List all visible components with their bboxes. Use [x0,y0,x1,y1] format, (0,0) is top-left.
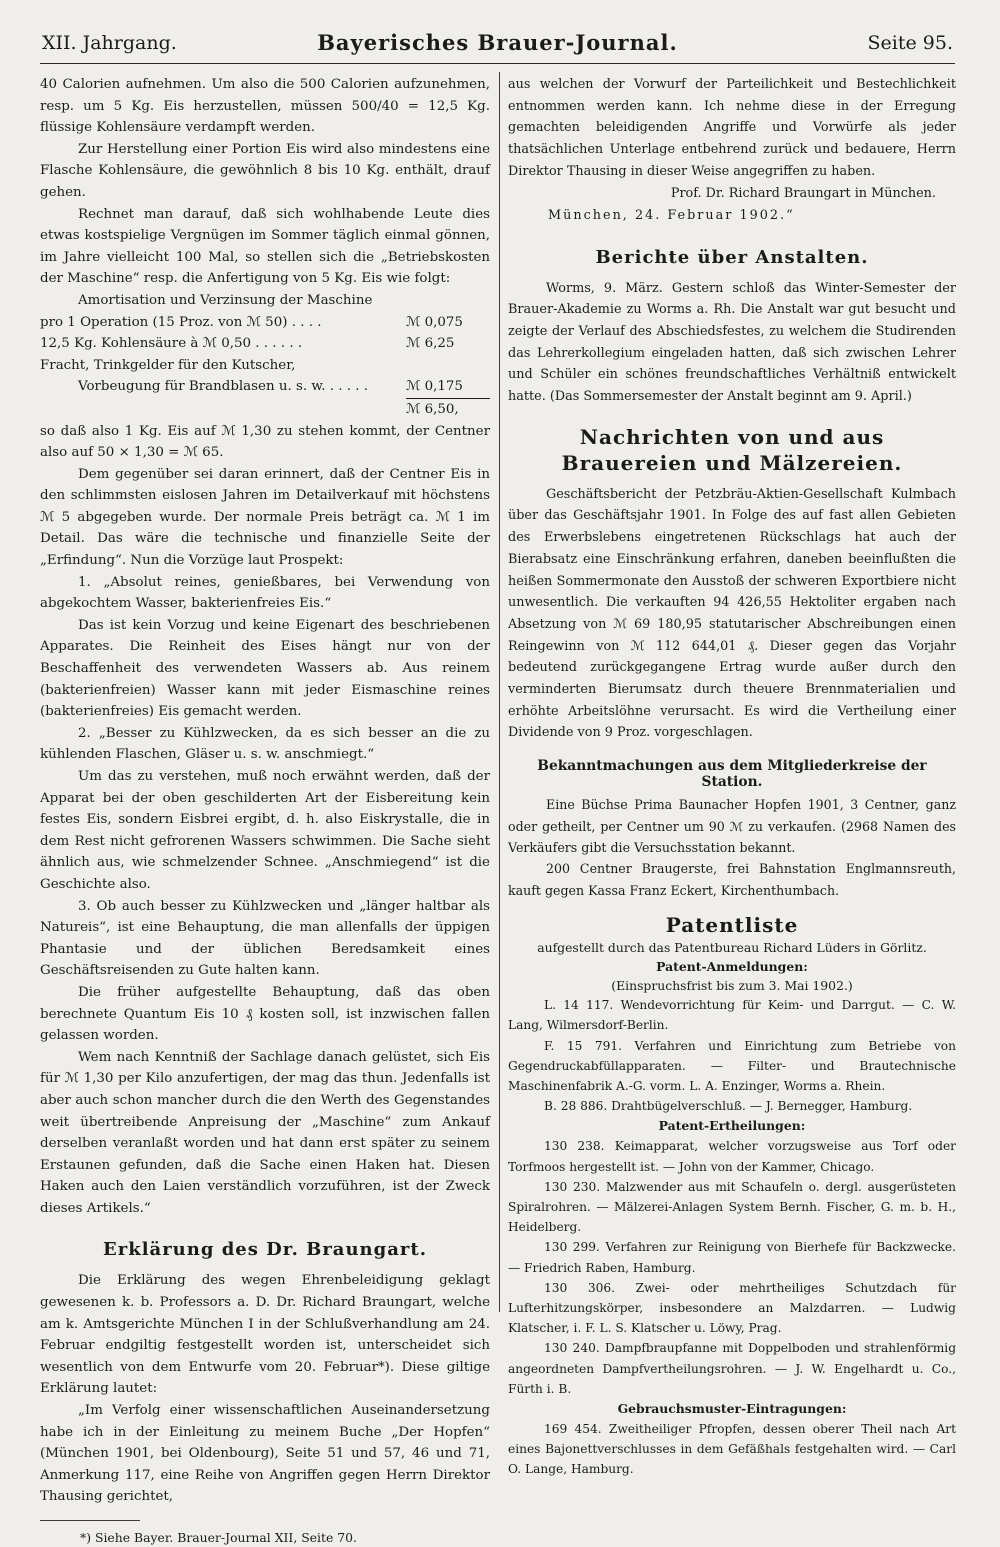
patent-section-heading: Gebrauchsmuster-Eintragungen: [617,1401,847,1417]
patent-entry: 130 230. Malzwender aus mit Schaufeln o. dergl. ausgerüsteten Spiralrohren. — Mälzerei-Anlagen System Bernh. Fischer, G. m. b. H., Heidelberg. [508,1179,956,1235]
announcements-heading: Bekanntmachungen aus dem Mitgliederkreise der Station. [537,758,927,791]
signature: Prof. Dr. Richard Braungart in München. [670,185,936,201]
paragraph: Rechnet man darauf, daß sich wohlhabende Leute dies etwas kostspielige Vergnügen im Sommer täglich einmal gönnen, im Jahre vielleicht 100 Mal, so stellen sich die „Betriebskosten der Maschine“ resp. die Anfertigung von 5 Kg. Eis wie folgt: [40,206,490,287]
paragraph: Die Erklärung des wegen Ehrenbeleidigung geklagt gewesenen k. b. Professors a. D. Dr. Richard Braungart, welche am k. Amtsgerichte München I in der Schlußverhandlung am 24. Februar endgiltig festgestellt worden ist, unterscheidet sich wesentlich von dem Entwurfe vom 20. Februar*). Diese giltige Erklärung lautet: [40,1273,490,1397]
paragraph: Geschäftsbericht der Petzbräu-Aktien-Gesellschaft Kulmbach über das Geschäftsjahr 1901. In Folge des auf fast allen Gebieten des Erwerbslebens eingetretenen Rückschlags hat auch der Bierabsatz eine Einschränkung erfahren, daneben beeinflußten die heißen Sommermonate den Ausstoß der schweren Exportbiere nicht unwesentlich. Die verkauften 94 426,55 Hektoliter ergaben nach Absetzung von ℳ 69 180,95 statutarischer Abschreibungen einen Reingewinn von ℳ 112 644,01 ₰. Dieser gegen das Vorjahr bedeutend zurückgegangene Ertrag wurde außer durch den verminderten Bierumsatz durch theuere Brennmaterialien und erhöhte Arbeitslöhne verursacht. Es wird die Vertheilung einer Dividende von 9 Proz. vorgeschlagen. [508,486,956,741]
paragraph: aus welchen der Vorwurf der Parteilichkeit und Bestechlichkeit entnommen werden kann. Ich nehme diese in der Erregung gemachten beleidigenden Angriffe und Vorwürfe als jeder thatsächlichen Unterlage entbehrend zurück und bedauere, Herrn Direktor Thausing in dieser Weise angegriffen zu haben. [508,77,956,179]
calc-label: Vorbeugung für Brandblasen u. s. w. . . . . . [78,379,369,395]
footnote-rule [40,1520,140,1521]
patent-note: (Einspruchsfrist bis zum 3. Mai 1902.) [611,978,853,994]
calc-row [40,333,490,355]
dateline: München, 24. Februar 1902.“ [548,207,795,223]
announcement: Eine Büchse Prima Baunacher Hopfen 1901, 3 Centner, ganz oder getheilt, per Centner um 90 ℳ zu verkaufen. (2968 Namen des Verkäufers gibt die Versuchsstation bekannt. [508,797,956,855]
journal-title: Bayerisches Brauer-Journal. [317,30,678,55]
section-heading: Patentliste [665,913,799,938]
paragraph: Zur Herstellung einer Portion Eis wird also mindestens eine Flasche Kohlensäure, die gewöhnlich 8 bis 10 Kg. enthält, drauf gehen. [40,141,490,200]
list-item: 3. Ob auch besser zu Kühlzwecken und „länger haltbar als Natureis“, ist eine Behauptung, die man allenfalls der üppigen Phantasie und der üblichen Beredsamkeit eines Geschäftsreisenden zu Gute halten kann. [40,898,490,979]
patent-section-heading: Patent-Ertheilungen: [658,1118,806,1134]
calc-amount: ℳ 6,25 [406,336,455,352]
paragraph: so daß also 1 Kg. Eis auf ℳ 1,30 zu stehen kommt, der Centner also auf 50 × 1,30 = ℳ 65. [40,423,490,461]
paragraph: Das ist kein Vorzug und keine Eigenart des beschriebenen Apparates. Die Reinheit des Eises hängt nur von der Beschaffenheit des verwendeten Wassers ab. Aus reinem (bakterienfreien) Wasser kann mit jeder Eismaschine reines (bakterienfreies) Eis gemacht werden. [40,617,490,720]
page-number: Seite 95. [867,32,953,54]
calc-label: pro 1 Operation (15 Proz. von ℳ 50) . . . . [40,314,322,330]
calc-label: Amortisation und Verzinsung der Maschine [78,292,373,308]
calc-label: 12,5 Kg. Kohlensäure à ℳ 0,50 . . . . . . [40,336,303,352]
right-column [508,74,956,1477]
section-heading: Berichte über Anstalten. [595,246,869,268]
section-heading: Erklärung des Dr. Braungart. [103,1239,427,1261]
paragraph: Wem nach Kenntniß der Sachlage danach gelüstet, sich Eis für ℳ 1,30 per Kilo anzufertigen, der mag das thun. Jedenfalls ist aber auch schon mancher durch die den Werth des Gegenstandes weit übertreibende Anpreisung der „Maschine“ zum Ankauf derselben veranlaßt worden und hat dann erst später zu seinem Erstaunen gefunden, daß die Sache einen Haken hat. Diesen Haken auch den Laien verständlich vorzuführen, ist der Zweck dieses Artikels.“ [40,1049,490,1216]
calc-label: Fracht, Trinkgelder für den Kutscher, [40,357,296,373]
paragraph: Worms, 9. März. Gestern schloß das Winter-Semester der Brauer-Akademie zu Worms a. Rh. Die Anstalt war gut besucht und zeigte der Verlauf des Abschiedsfestes, zu welchem die Studirenden das Lehrerkollegium eingeladen hatten, daß sich zwischen Lehrer und Schüler ein schönes freundschaftliches Verhältniß entwickelt hatte. (Das Sommersemester der Anstalt beginnt am 9. April.) [508,280,956,405]
volume-label: XII. Jahrgang. [42,32,177,54]
patent-entry: 130 306. Zwei- oder mehrtheiliges Schutzdach für Lufterhitzungskörper, insbesondere an Malzdarren. — Ludwig Klatscher, i. F. L. S. Klatscher u. Löwy, Prag. [508,1280,956,1336]
footnote: *) Siehe Bayer. Brauer-Journal XII, Seite 70. [80,1530,357,1545]
patent-entry: 130 240. Dampfbraupfanne mit Doppelboden und strahlenförmig angeordneten Dampfvertheilungsrohren. — J. W. Engelhardt u. Co., Fürth i. B. [508,1341,956,1396]
patent-entry: 130 299. Verfahren zur Reinigung von Bierhefe für Backzwecke. — Friedrich Raben, Hamburg. [508,1240,956,1275]
section-heading: Nachrichten von und aus Brauereien und Mälzereien. [561,424,903,475]
calc-row [40,376,490,398]
paragraph: Um das zu verstehen, muß noch erwähnt werden, daß der Apparat bei der oben geschilderten Art der Eisbereitung kein festes Eis, sondern Eisbrei ergibt, d. h. also Eiskrystalle, die in dem Rest nicht gefrorenen Wassers schwimmen. Die Sache sieht ähnlich aus, wie schmelzender Schnee. „Anschmiegend“ ist die Geschichte also. [40,769,490,892]
calc-row [40,355,490,377]
calc-row [40,312,490,334]
patent-section-heading: Patent-Anmeldungen: [656,959,808,975]
announcement: 200 Centner Braugerste, frei Bahnstation Englmannsreuth, kauft gegen Kassa Franz Eckert, Kirchenthumbach. [508,861,956,898]
column-divider [499,72,500,1312]
patent-entry: 169 454. Zweitheiliger Pfropfen, dessen oberer Theil nach Art eines Bajonettverschlusses in dem Gefäßhals festgehalten wird. — Carl O. Lange, Hamburg. [508,1422,956,1477]
patent-subtitle: aufgestellt durch das Patentbureau Richard Lüders in Görlitz. [537,940,927,956]
patent-entry: B. 28 886. Drahtbügelverschluß. — J. Bernegger, Hamburg. [544,1099,913,1114]
calc-total [40,398,490,421]
page-header [40,30,955,64]
calc-amount: ℳ 0,175 [406,379,463,395]
patent-entry: 130 238. Keimapparat, welcher vorzugsweise aus Torf oder Torfmoos hergestellt ist. — John von der Kammer, Chicago. [508,1139,956,1174]
list-item: 1. „Absolut reines, genießbares, bei Verwendung von abgekochtem Wasser, bakterienfreies Eis.“ [40,574,490,612]
calc-amount: ℳ 0,075 [406,314,463,330]
patent-entry: L. 14 117. Wendevorrichtung für Keim- und Darrgut. — C. W. Lang, Wilmersdorf-Berlin. [508,998,956,1033]
paragraph: Die früher aufgestellte Behauptung, daß das oben berechnete Quantum Eis 10 ₰ kosten soll, ist inzwischen fallen gelassen worden. [40,984,490,1044]
calc-row [40,290,490,312]
calc-total-amount: ℳ 6,50, [406,398,490,421]
left-column [40,74,490,1545]
paragraph: Dem gegenüber sei daran erinnert, daß der Centner Eis in den schlimmsten eislosen Jahren im Detailverkauf mit höchstens ℳ 5 abgegeben wurde. Der normale Preis beträgt ca. ℳ 1 im Detail. Das wäre die technische und finanzielle Seite der „Erfindung“. Nun die Vorzüge laut Prospekt: [40,466,490,569]
patent-entry: F. 15 791. Verfahren und Einrichtung zum Betriebe von Gegendruckabfüllapparaten. — Filter- und Brautechnische Maschinenfabrik A.-G. vorm. L. A. Enzinger, Worms a. Rhein. [508,1038,956,1094]
cost-calculation [40,290,490,421]
paragraph: 40 Calorien aufnehmen. Um also die 500 Calorien aufzunehmen, resp. um 5 Kg. Eis herzustellen, müssen 500/40 = 12,5 Kg. flüssige Kohlensäure verdampft werden. [40,77,490,136]
paragraph: „Im Verfolg einer wissenschaftlichen Auseinandersetzung habe ich in der Einleitung zu meinem Buche „Der Hopfen“ (München 1901, bei Oldenbourg), Seite 51 und 57, 46 und 71, Anmerkung 117, eine Reihe von Angriffen gegen Herrn Direktor Thausing gerichtet, [40,1403,490,1505]
list-item: 2. „Besser zu Kühlzwecken, da es sich besser an die zu kühlenden Flaschen, Gläser u. s. w. anschmiegt.“ [40,725,490,763]
